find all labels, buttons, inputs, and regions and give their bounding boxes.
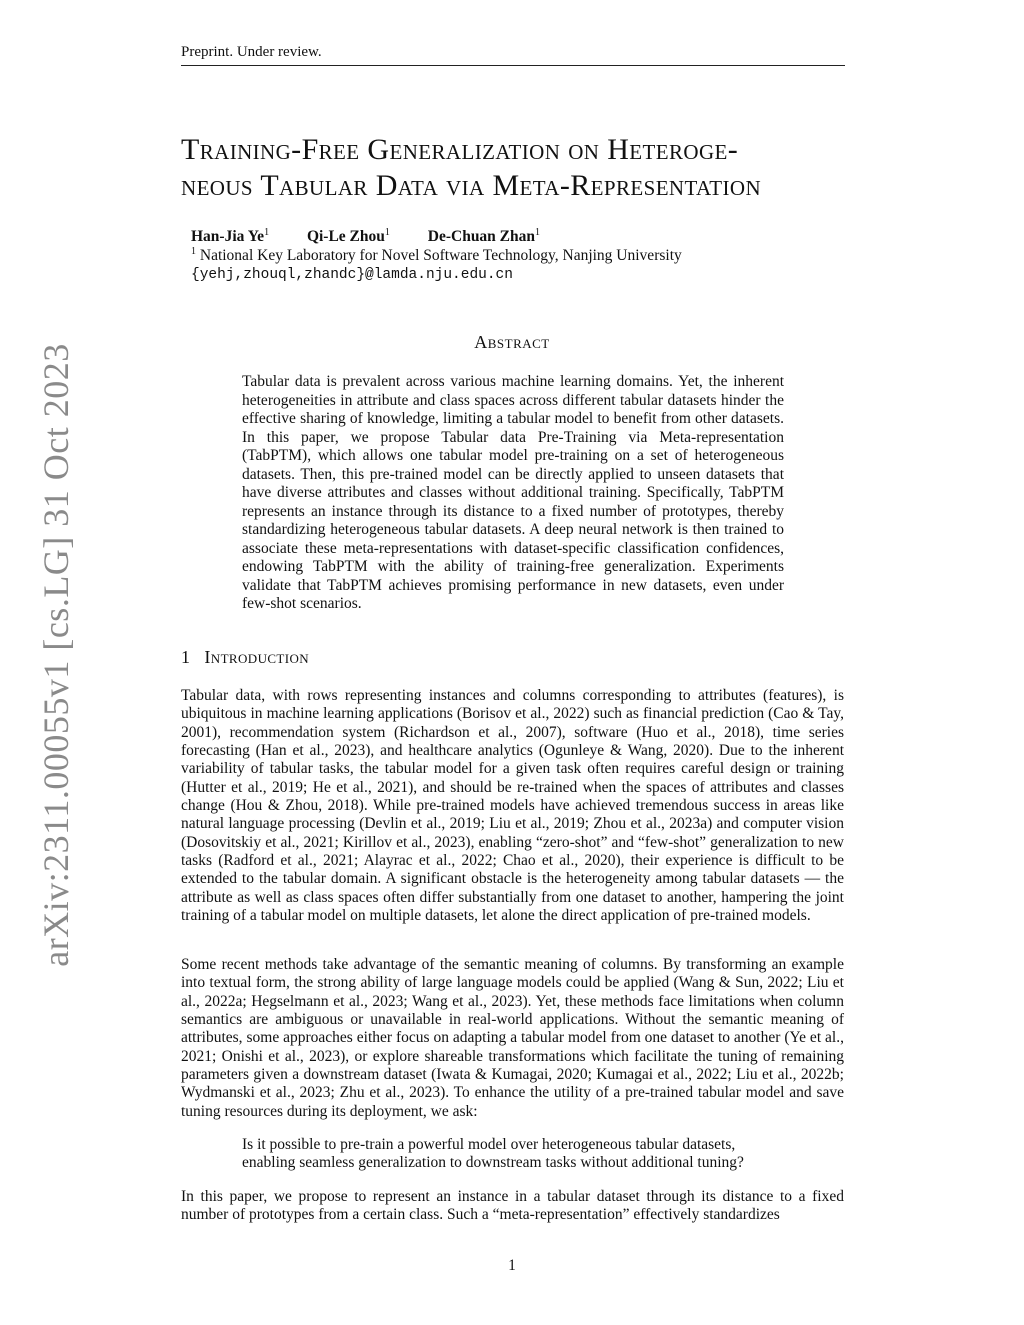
author-list bbox=[191, 227, 574, 246]
arxiv-identifier[interactable]: arXiv:2311.00055v1 [cs.LG] 31 Oct 2023 bbox=[36, 343, 76, 967]
page-number: 1 bbox=[508, 1257, 516, 1274]
title-line-2: neous Tabular Data via Meta-Representation bbox=[181, 169, 762, 202]
author: Han-Jia Ye$^1$ bbox=[191, 227, 270, 246]
arxiv-sidebar bbox=[21, 343, 91, 967]
author: De-Chuan Zhan$^1$ bbox=[427, 227, 541, 246]
running-header: Preprint. Under review. bbox=[181, 44, 845, 66]
paragraph: Some recent methods take advantage of the semantic meaning of columns. By transforming an example into textual form, the strong ability of large language models could be applied (Wang & Sun, 2022; Liu et al., 2022a; Hegselmann et al., 2023; Wang et al., 2023). Yet, these methods face limitations when column semantics are ambiguous or unavailable in real-world applications. Without the semantic meaning of attributes, some approaches either focus on adapting a tabular model from one dataset to another (Ye et al., 2021; Onishi et al., 2023), or explore shareable transformations which facilitate the tuning of remaining parameters given a downstream dataset (Iwata & Kumagai, 2020; Kumagai et al., 2022; Liu et al., 2022b; Wydmanski et al., 2023; Zhu et al., 2023). To enhance the utility of a pre-trained tabular model and save tuning resources during its deployment, we ask: bbox=[181, 956, 844, 1120]
affiliation: $^1$ National Key Laboratory for Novel Software Technology, Nanjing University bbox=[191, 246, 682, 265]
author: Qi-Le Zhou$^1$ bbox=[306, 227, 390, 246]
paragraph: Tabular data, with rows representing instances and columns corresponding to attributes (features), is ubiquitous in machine learning applications (Borisov et al., 2022) such as financial prediction (Cao & Tay, 2001), recommendation system (Richardson et al., 2007), software (Huo et al., 2018), time series forecasting (Han et al., 2023), and healthcare analytics (Ogunleye & Wang, 2020). Due to the inherent variability of tabular tasks, the tabular model for a given task often requires careful design or training (Hutter et al., 2019; He et al., 2021), and should be re-trained when the spaces of attributes and classes change (Hou & Zhou, 2018). While pre-trained models have achieved tremendous success in areas like natural language processing (Devlin et al., 2019; Liu et al., 2019; Zhou et al., 2023a) and computer vision (Dosovitskiy et al., 2021; Kirillov et al., 2023), enabling “zero-shot” and “few-shot” generalization to new tasks (Radford et al., 2021; Alayrac et al., 2022; Chao et al., 2020), their experience is difficult to be extended to the tabular domain. A significant obstacle is the heterogeneity among tabular datasets — the attribute as well as class spaces often differ substantially from one dataset to another, hampering the joint training of a tabular model on multiple datasets, let alone the direct application of pre-trained models. bbox=[181, 687, 844, 925]
paper-title bbox=[181, 132, 851, 204]
author-emails: {yehj,zhouql,zhandc}@lamda.nju.edu.cn bbox=[191, 267, 513, 283]
abstract-body: Tabular data is prevalent across various machine learning domains. Yet, the inherent heterogeneities in attribute and class spaces across different tabular datasets hinder the effective sharing of knowledge, limiting a tabular model to benefit from other datasets. In this paper, we propose Tabular data Pre-Training via Meta-representation (TabPTM), which allows one tabular model pre-training on a set of heterogeneous datasets. Then, this pre-trained model can be directly applied to unseen datasets that have diverse attributes and classes without additional training. Specifically, TabPTM represents an instance through its distance to a fixed number of prototypes, thereby standardizing heterogeneous tabular datasets. A deep neural network is then trained to associate these meta-representations with dataset-specific classification confidences, endowing TabPTM with the ability of training-free generalization. Experiments validate that TabPTM achieves promising performance in new datasets, even under few-shot scenarios. bbox=[242, 373, 784, 612]
abstract-heading: Abstract bbox=[474, 332, 550, 352]
paragraph: In this paper, we propose to represent an instance in a tabular dataset through its distance to a fixed number of prototypes from a certain class. Such a “meta-representation” effectively standardizes bbox=[181, 1188, 844, 1224]
title-line-1: Training-Free Generalization on Heteroge- bbox=[181, 133, 739, 166]
research-question: Is it possible to pre-train a powerful model over heterogeneous tabular datasets, enabling seamless generalization to downstream tasks without additional tuning? bbox=[242, 1136, 744, 1172]
section-heading: 1 Introduction bbox=[181, 647, 310, 667]
